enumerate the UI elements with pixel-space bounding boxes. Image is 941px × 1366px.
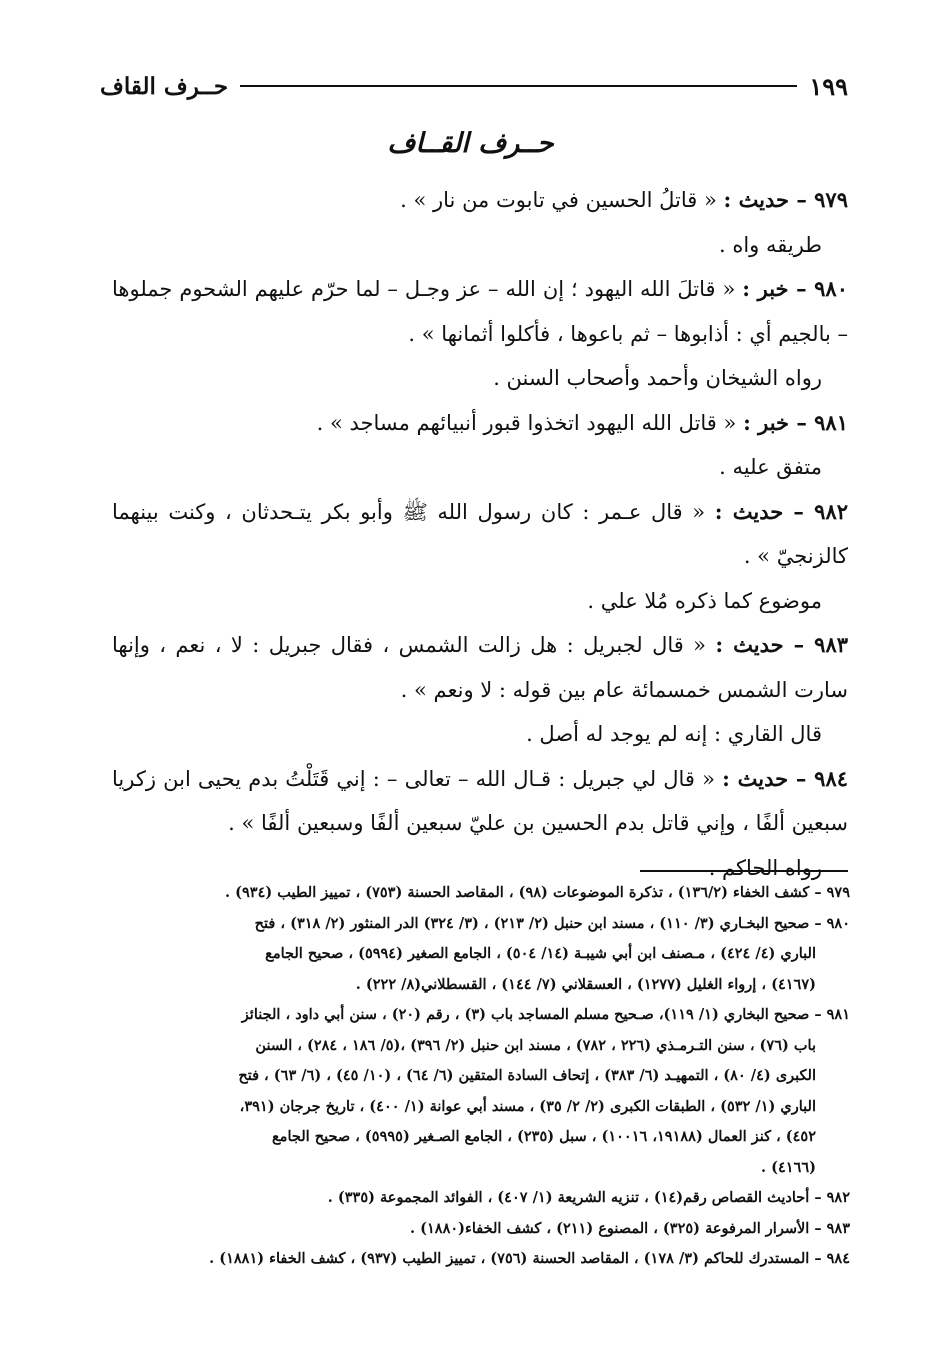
entry-number: ٩٨٤ – حديث : bbox=[722, 765, 849, 791]
entry-text: « قاتل الله اليهود اتخذوا قبور أنبيائهم مساجد » . bbox=[316, 410, 737, 435]
entry-text: « قال لي جبريل : قـال الله – تعالى – : إني قَتَلْتُ بدم يحيى ابن زكريا سبعين ألفًا ، وإني قاتل بدم الحسين بن عليّ سبعين ألفًا وسبعين ألفًا » . bbox=[112, 766, 848, 835]
entry-number: ٩٨٠ – خبر : bbox=[742, 276, 848, 301]
entry-number: ٩٨٣ – حديث : bbox=[715, 632, 849, 657]
entry-grade: متفق عليه . bbox=[719, 455, 822, 479]
entry-grade: رواه الحاكم . bbox=[708, 855, 822, 880]
page-number: ١٩٩ bbox=[809, 71, 848, 101]
footnote-983: ٩٨٣ – الأسرار المرفوعة (٣٢٥) ، المصنوع (٢١١) ، كشف الخفاء(١٨٨٠) . bbox=[410, 1219, 850, 1237]
entry-text: « قال لجبريل : هل زالت الشمس ، فقال جبريل : لا ، نعم ، وإنها سارت الشمس خمسمائة عام بين قوله : لا ونعم » . bbox=[112, 633, 848, 702]
entry-number: ٩٧٩ – حديث : bbox=[723, 187, 848, 212]
footnote-982: ٩٨٢ – أحاديث القصاص رقم(١٤) ، تنزيه الشريعة (١/ ٤٠٧) ، الفوائد المجموعة (٣٣٥) . bbox=[327, 1189, 850, 1206]
running-header bbox=[100, 66, 848, 106]
footnote-980-cont: (٤١٦٧) ، إرواء الغليل (١٢٧٧) ، العسقلاني (٧/ ١٤٤) ، القسطلاني(٨/ ٢٢٢) . bbox=[355, 975, 816, 993]
footnote-981-cont: باب (٧٦) ، سنن التـرمـذي (٢٢٦ ، ٧٨٢) ، مسند ابن حنبل (٢/ ٣٩٦) ،(٥/ ١٨٦ ، ٢٨٤) ، السنن bbox=[255, 1036, 816, 1054]
footnote-981-cont: (٤١٦٦) . bbox=[761, 1158, 816, 1176]
entry-983 bbox=[112, 623, 848, 712]
main-text bbox=[112, 178, 848, 890]
entry-number: ٩٨١ – خبر : bbox=[743, 409, 848, 435]
footnote-981-cont: الكبرى (٤/ ٨٠) ، التمهيـد (٦/ ٣٨٣) ، إتحاف السادة المتقين (٦/ ٦٤) ، (١٠/ ٤٥) ، (٦/ ٦٣) ، فتح bbox=[238, 1067, 816, 1084]
entry-980 bbox=[112, 267, 848, 356]
footnote-980-cont: الباري (٤/ ٤٢٤) ، مـصنف ابن أبي شيبـة (١٤/ ٥٠٤) ، الجامع الصغير (٥٩٩٤) ، صحيح الجامع bbox=[265, 945, 816, 962]
section-title: حــرف القــاف bbox=[387, 128, 554, 159]
footnote-981: ٩٨١ – صحيح البخاري (١/ ١١٩)، صـحيح مسلم المساجد باب (٣) ، رقم (٢٠) ، سنن أبي داود ، الجنائز bbox=[241, 1006, 850, 1023]
entry-grade: طريقه واه . bbox=[718, 232, 822, 257]
entry-979 bbox=[112, 178, 848, 223]
entry-grade: موضوع كما ذكره مُلا علي . bbox=[587, 588, 822, 613]
footnote-separator bbox=[640, 870, 848, 872]
footnote-984: ٩٨٤ – المستدرك للحاكم (٣/ ١٧٨) ، المقاصد الحسنة (٧٥٦) ، تمييز الطيب (٩٣٧) ، كشف الخفاء (١٨٨١) . bbox=[209, 1250, 850, 1267]
footnote-979: ٩٧٩ – كشف الخفاء (١٣٦/٢) ، تذكرة الموضوعات (٩٨) ، المقاصد الحسنة (٧٥٣) ، تمييز الطيب (٩٣٤) . bbox=[225, 884, 850, 901]
entry-982 bbox=[112, 490, 848, 579]
running-header-title: حــرف القاف bbox=[100, 72, 229, 100]
entry-number: ٩٨٢ – حديث : bbox=[714, 498, 849, 524]
entry-text: « قال عـمر : كان رسول الله ﷺ وأبو بكر يتـحدثان ، وكنت بينهما كالزنجيّ » . bbox=[112, 499, 848, 568]
header-rule bbox=[240, 85, 797, 87]
footnote-981-cont: ٤٥٢) ، كنز العمال (١٩١٨٨، ١٠٠١٦) ، سبل (٢٣٥) ، الجامع الصـغير (٥٩٩٥) ، صحيح الجامع bbox=[271, 1128, 816, 1145]
entry-text: « قاتلُ الحسين في تابوت من نار » . bbox=[400, 188, 717, 212]
entry-grade: قال القاري : إنه لم يوجد له أصل . bbox=[526, 722, 822, 746]
entry-984 bbox=[112, 757, 848, 846]
entry-text: « قاتلَ الله اليهود ؛ إن الله – عز وجـل – لما حرّم عليهم الشحوم جملوها – بالجيم أي : أذابوها – ثم باعوها ، فأكلوا أثمانها » . bbox=[112, 277, 848, 346]
footnote-981-cont: الباري (١/ ٥٣٢) ، الطبقات الكبرى (٢/ ٢/ ٣٥) ، مسند أبي عوانة (١/ ٤٠٠) ، تاريخ جرجان (٣٩١، bbox=[239, 1097, 816, 1115]
footnotes bbox=[100, 878, 850, 1275]
entry-grade: رواه الشيخان وأحمد وأصحاب السنن . bbox=[493, 366, 822, 390]
footnote-980: ٩٨٠ – صحيح البخـاري (٣/ ١١٠) ، مسند ابن حنبل (٢/ ٢١٣) ، (٣/ ٣٢٤) الدر المنثور (٢/ ٣١٨) ، فتح bbox=[254, 914, 850, 932]
entry-981 bbox=[112, 401, 848, 446]
